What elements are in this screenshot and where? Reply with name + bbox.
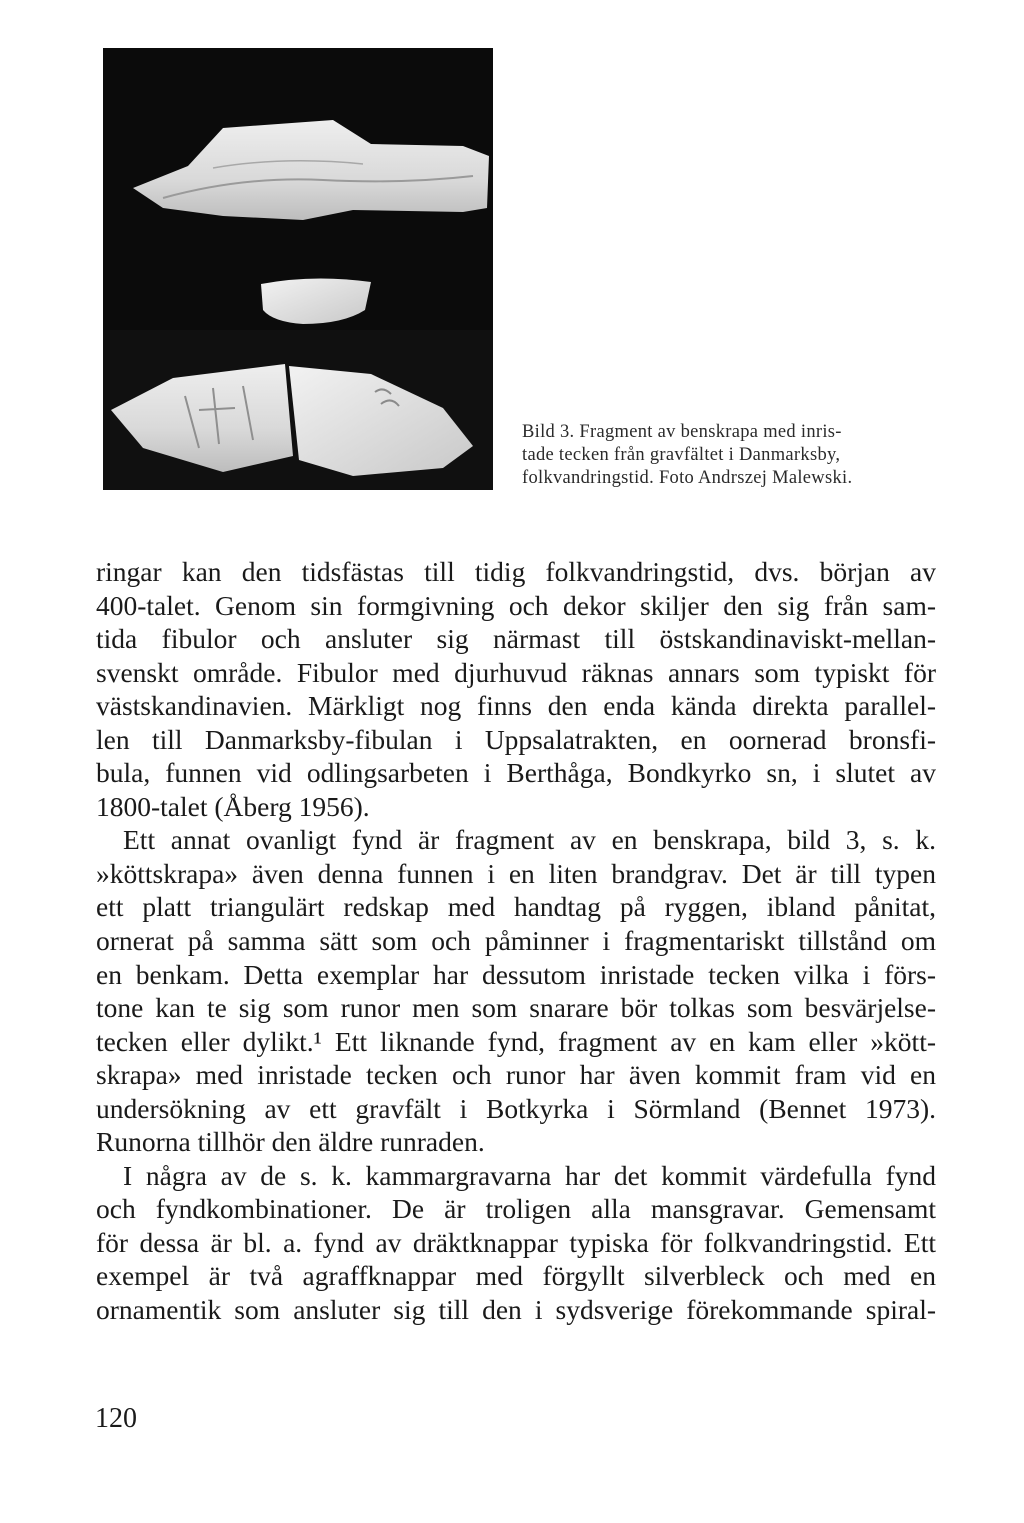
text-line: 1800-talet (Åberg 1956). [96, 790, 370, 822]
text-line: Runorna tillhör den äldre runraden. [96, 1126, 485, 1158]
caption-line: tade tecken från gravfältet i Danmarksby, [522, 445, 841, 465]
text-line: och fyndkombinationer. De är troligen alla mansgravar. Gemensamt [96, 1193, 936, 1225]
text-line: »köttskrapa» även denna funnen i en liten brandgrav. Det är till typen [96, 857, 936, 889]
text-line: svenskt område. Fibulor med djurhuvud räknas annars som typiskt för [96, 656, 936, 688]
text-line: 400-talet. Genom sin formgivning och dekor skiljer den sig från sam- [96, 589, 936, 621]
page-number: 120 [95, 1403, 137, 1434]
text-line: Ett annat ovanligt fynd är fragment av en benskrapa, bild 3, s. k. [123, 824, 936, 856]
text-line: en benkam. Detta exemplar har dessutom inristade tecken vilka i förs- [96, 958, 936, 990]
text-line: tecken eller dylikt.¹ Ett liknande fynd, fragment av en kam eller »kött- [96, 1025, 936, 1057]
text-line: ornerat på samma sätt som och påminner i fragmentariskt tillstånd om [96, 925, 936, 957]
text-line: ringar kan den tidsfästas till tidig folkvandringstid, dvs. början av [96, 556, 936, 587]
text-line: för dessa är bl. a. fynd av dräktknappar typiska för folkvandringstid. Ett [96, 1226, 936, 1258]
text-line: skrapa» med inristade tecken och runor har även kommit fram vid en [96, 1059, 936, 1091]
text-line: ornamentik som ansluter sig till den i sydsverige förekommande spiral- [96, 1294, 936, 1326]
text-line: undersökning av ett gravfält i Botkyrka i Sörmland (Bennet 1973). [96, 1092, 936, 1124]
caption-line: Bild 3. Fragment av benskrapa med inris- [522, 422, 842, 442]
text-line: tone kan te sig som runor men som snarare bör tolkas som besvärjelse- [96, 992, 936, 1024]
figure-caption [522, 421, 922, 490]
bone-scraper-photo [103, 48, 493, 490]
text-line: exempel är två agraffknappar med förgyllt silverbleck och med en [96, 1260, 936, 1292]
bone-fragments-image [103, 48, 493, 490]
body-text [96, 555, 936, 1327]
text-line: bula, funnen vid odlingsarbeten i Berthåga, Bondkyrko sn, i slutet av [96, 757, 936, 789]
text-line: västskandinavien. Märkligt nog finns den enda kända direkta parallel- [96, 690, 936, 722]
text-line: tida fibulor och ansluter sig närmast till östskandinaviskt-mellan- [96, 623, 936, 655]
text-line: ett platt triangulärt redskap med handtag på ryggen, ibland pånitat, [96, 891, 936, 923]
text-line: I några av de s. k. kammargravarna har det kommit värdefulla fynd [123, 1159, 936, 1191]
caption-line: folkvandringstid. Foto Andrszej Malewski. [522, 468, 853, 488]
text-line: len till Danmarksby-fibulan i Uppsalatrakten, en oornerad bronsfi- [96, 723, 936, 755]
